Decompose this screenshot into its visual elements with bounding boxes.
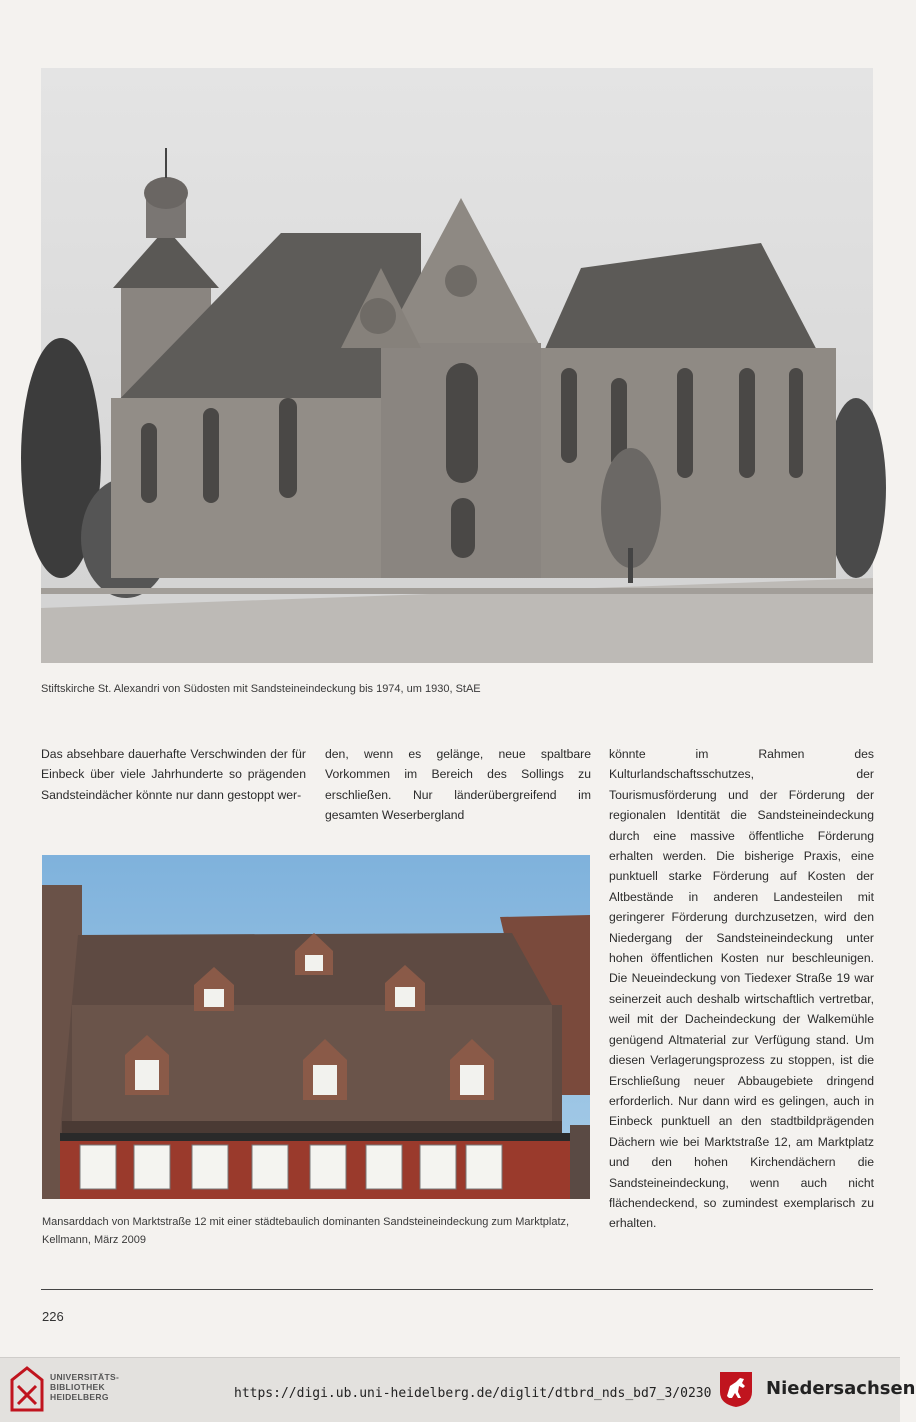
library-line-2: BIBLIOTHEK: [50, 1382, 105, 1392]
library-name[interactable]: [50, 1372, 119, 1402]
library-line-3: HEIDELBERG: [50, 1392, 109, 1402]
digitization-footer: [0, 1357, 916, 1422]
text-column-1: Das absehbare dauerhafte Verschwinden der für Einbeck über viele Jahrhunderte so prägenden Sandsteindächer könnte nur dann gestoppt wer-: [41, 747, 306, 802]
document-url[interactable]: https://digi.ub.uni-heidelberg.de/diglit/dtbrd_nds_bd7_3/0230: [234, 1386, 712, 1401]
ub-heidelberg-logo-icon[interactable]: [10, 1366, 44, 1412]
footer-rule: [41, 1289, 873, 1290]
text-column-2: den, wenn es gelänge, neue spaltbare Vorkommen im Bereich des Sollings zu erschließen. Nur länderübergreifend im gesamten Weserbergland: [325, 747, 591, 823]
page-number: 226: [42, 1309, 64, 1324]
house-photo: [42, 855, 590, 1199]
church-illustration: [41, 68, 873, 663]
house-caption: Mansarddach von Marktstraße 12 mit einer städtebaulich dominanten Sandsteineindeckung zum Marktplatz, Kellmann, März 2009: [42, 1216, 570, 1246]
house-illustration: [42, 855, 590, 1199]
niedersachsen-horse-icon[interactable]: [718, 1370, 754, 1408]
region-name[interactable]: Niedersachsen: [766, 1378, 916, 1399]
text-column-3: könnte im Rahmen des Kulturlandschaftsschutzes, der Tourismusförderung und der Förderung der regionalen Identität die Sandsteineindeckung durch eine massive öffentliche Förderung erhalten werden. Die bisherige Praxis, eine punktuell starke Förderung auf Kosten der Altbestände in anderen Landesteilen mit geringerer Förderung durchzusetzen, wird den Niedergang der Sandsteineindeckung unter hohen öffentlichen Kosten nur beschleunigen. Die Neueindeckung von Tiedexer Straße 19 war seinerzeit auch deshalb wirtschaftlich vertretbar, weil mit der Dacheindeckung der Walkemühle genügend Altmaterial zur Verfügung stand. Um diesen Verlagerungsprozess zu stoppen, ist die Erschließung neuer Abbaugebiete dringend erforderlich. Nur dann wird es gelingen, auch in Einbeck punktuell an den stadtbildprägenden Dächern wie bei Marktstraße 12, am Marktplatz und den hohen Kirchendächern die Sandsteineindeckung, wenn auch nicht flächendeckend, so zumindest exemplarisch zu erhalten.: [609, 747, 874, 1231]
church-caption: Stiftskirche St. Alexandri von Südosten mit Sandsteineindeckung bis 1974, um 1930, StAE: [41, 683, 481, 695]
church-photo: [41, 68, 873, 663]
library-line-1: UNIVERSITÄTS-: [50, 1372, 120, 1382]
